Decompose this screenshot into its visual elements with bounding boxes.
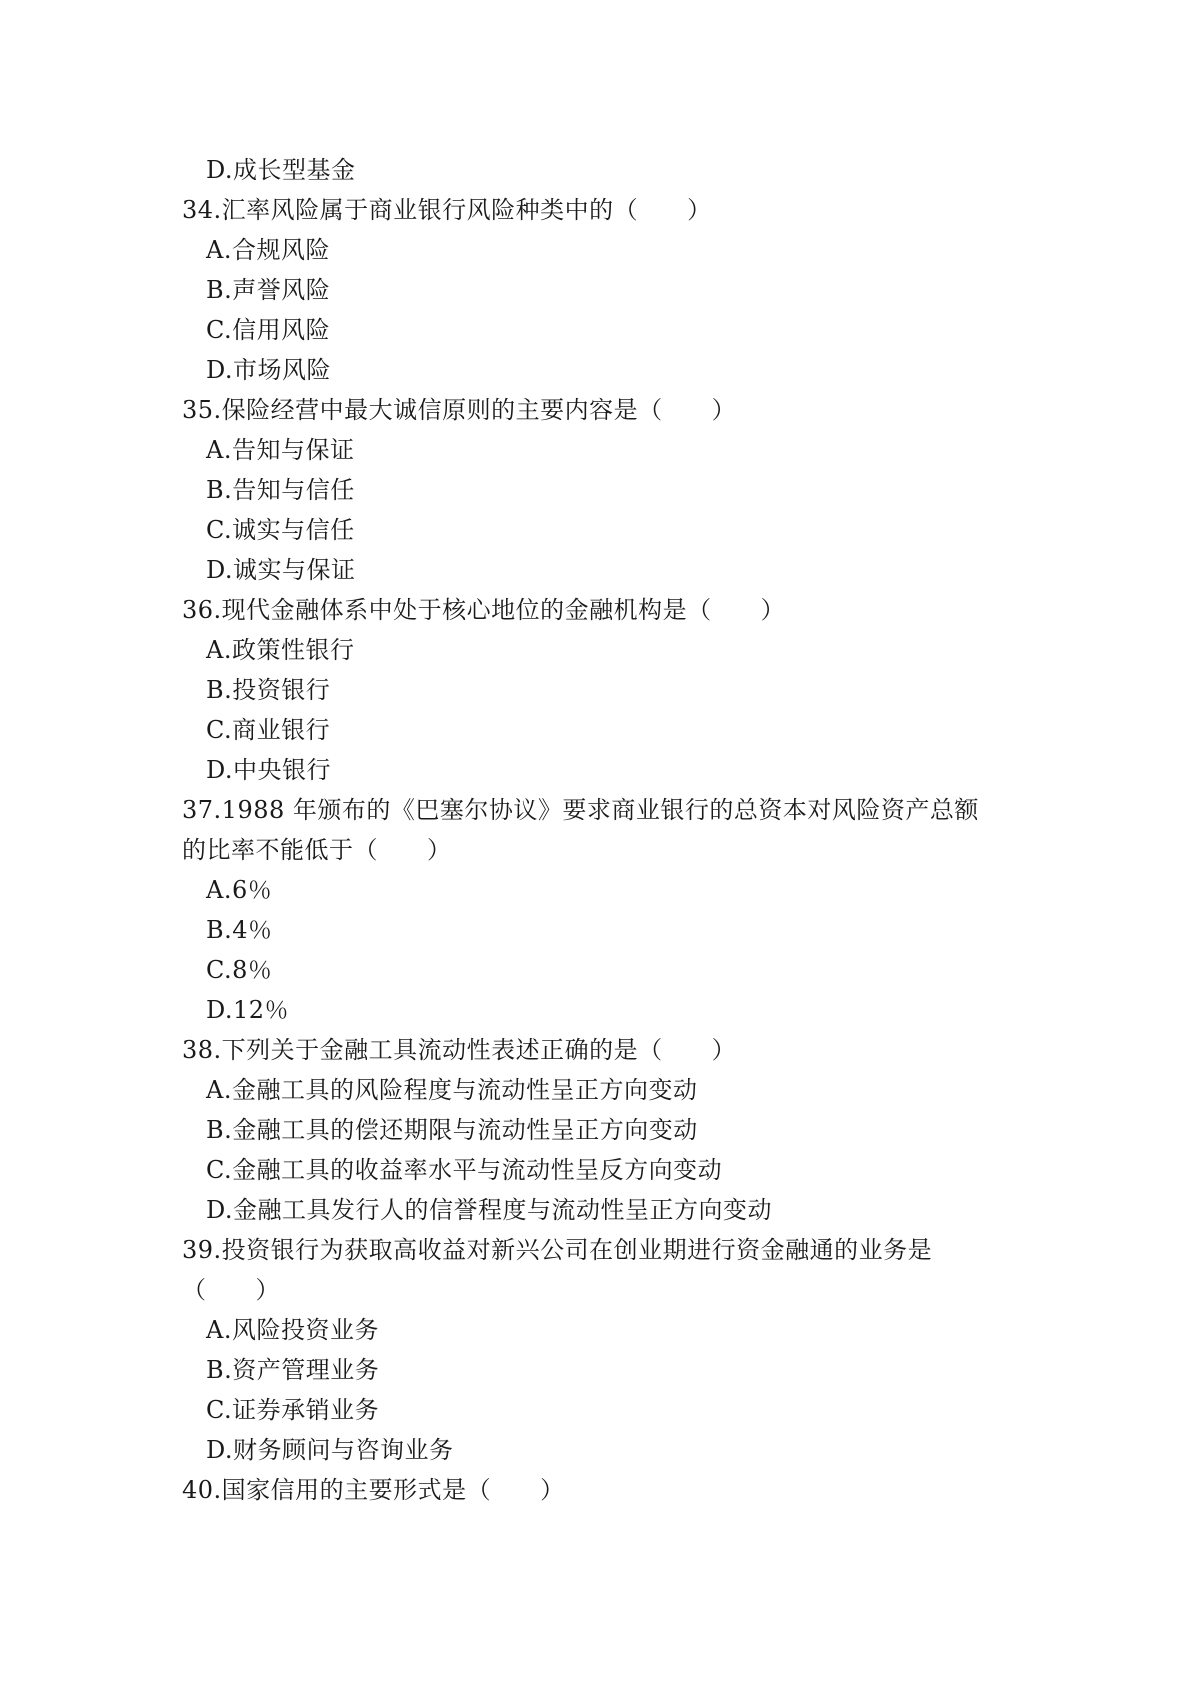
option-line: C.证券承销业务 [206, 1396, 380, 1424]
option-line: A.合规风险 [206, 236, 330, 264]
option-line: C.8％ [206, 956, 273, 984]
option-line: D.金融工具发行人的信誉程度与流动性呈正方向变动 [206, 1196, 773, 1224]
question-line: 39.投资银行为获取高收益对新兴公司在创业期进行资金融通的业务是 [182, 1236, 933, 1264]
option-line: A.告知与保证 [206, 436, 355, 464]
question-line: 38.下列关于金融工具流动性表述正确的是（ ） [182, 1036, 737, 1064]
option-line: D.市场风险 [206, 356, 332, 384]
question-line-continued: （ ） [182, 1276, 280, 1304]
option-line: B.告知与信任 [206, 476, 355, 504]
question-line-continued: 的比率不能低于（ ） [182, 836, 452, 864]
option-line: A.政策性银行 [206, 636, 355, 664]
option-line: A.6％ [206, 876, 273, 904]
option-line: D.财务顾问与咨询业务 [206, 1436, 454, 1464]
option-line: B.金融工具的偿还期限与流动性呈正方向变动 [206, 1116, 698, 1144]
question-line: 35.保险经营中最大诚信原则的主要内容是（ ） [182, 396, 737, 424]
option-line: D.成长型基金 [206, 156, 356, 184]
option-line: C.金融工具的收益率水平与流动性呈反方向变动 [206, 1156, 723, 1184]
option-line: D.中央银行 [206, 756, 332, 784]
option-line: B.声誉风险 [206, 276, 331, 304]
question-line: 37.1988 年颁布的《巴塞尔协议》要求商业银行的总资本对风险资产总额 [182, 796, 979, 824]
option-line: D.12％ [206, 996, 290, 1024]
option-line: C.信用风险 [206, 316, 331, 344]
question-line: 36.现代金融体系中处于核心地位的金融机构是（ ） [182, 596, 786, 624]
document-page [182, 150, 1032, 1510]
option-line: A.风险投资业务 [206, 1316, 379, 1344]
option-line: B.投资银行 [206, 676, 331, 704]
option-line: C.诚实与信任 [206, 516, 355, 544]
option-line: C.商业银行 [206, 716, 331, 744]
option-line: A.金融工具的风险程度与流动性呈正方向变动 [206, 1076, 698, 1104]
question-line: 40.国家信用的主要形式是（ ） [182, 1476, 565, 1504]
option-line: B.4％ [206, 916, 273, 944]
option-line: D.诚实与保证 [206, 556, 356, 584]
option-line: B.资产管理业务 [206, 1356, 380, 1384]
question-line: 34.汇率风险属于商业银行风险种类中的（ ） [182, 196, 712, 224]
